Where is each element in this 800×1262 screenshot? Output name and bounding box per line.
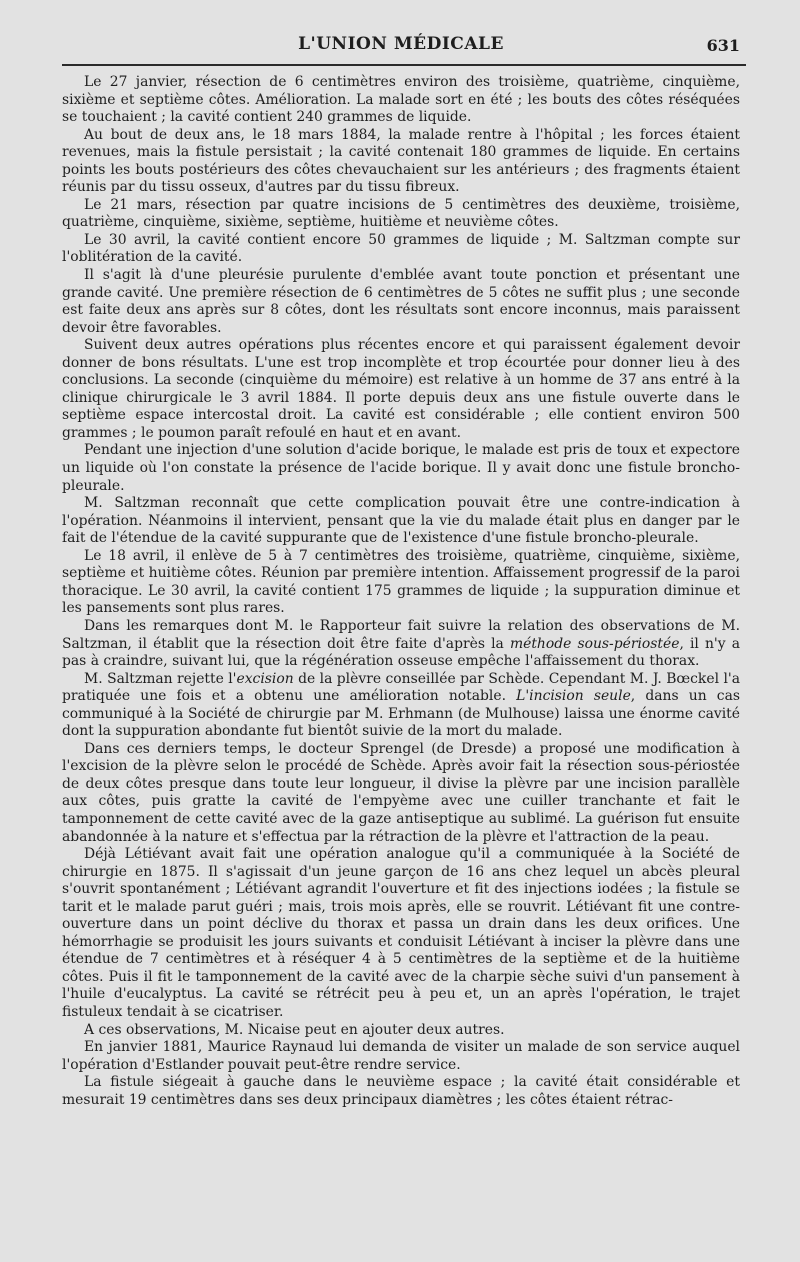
- article-body: [62, 74, 740, 1109]
- paragraph: Il s'agit là d'une pleurésie purulente d'emblée avant toute ponction et présentant une grande cavité. Une première résection de 6 centimètres de 5 côtes ne suffit plus ; une seconde est faite deux ans après sur 8 côtes, dont les résultats sont encore inconnus, mais paraissent devoir être favorables.: [62, 267, 740, 336]
- paragraph: Au bout de deux ans, le 18 mars 1884, la malade rentre à l'hôpital ; les forces étaient revenues, mais la fistule persistait ; la cavité contenait 180 grammes de liquide. En certains points les bouts postérieurs des côtes chevauchaient sur les antérieurs ; des fragments étaient réunis par du tissu osseux, d'autres par du tissu fibreux.: [62, 126, 740, 196]
- paragraph: Suivent deux autres opérations plus récentes encore et qui paraissent également devoir donner de bons résultats. L'une est trop incomplète et trop écourtée pour donner lieu à des conclusions. La seconde (cinquième du mémoire) est relative à un homme de 37 ans entré à la clinique chirurgicale le 3 avril 1884. Il porte depuis deux ans une fistule ouverte dans le septième espace intercostal droit. La cavité est considérable ; elle contient environ 500 grammes ; le poumon paraît refoulé en haut et en avant.: [62, 337, 740, 441]
- page-number: 631: [706, 36, 740, 55]
- paragraph: A ces observations, M. Nicaise peut en ajouter deux autres.: [84, 1021, 505, 1038]
- paragraph: M. Saltzman reconnaît que cette complication pouvait être une contre-indication à l'opération. Néanmoins il intervient, pensant que la vie du malade était plus en danger par le fait de l'étendue de la cavité suppurante que de l'existence d'une fistule broncho-pleurale.: [62, 495, 740, 547]
- paragraph: Le 30 avril, la cavité contient encore 50 grammes de liquide ; M. Saltzman compte sur l'oblitération de la cavité.: [62, 231, 740, 266]
- italic-phrase: méthode sous-périostée: [509, 635, 680, 652]
- text-run: M. Saltzman rejette l': [84, 670, 237, 687]
- paragraph: En janvier 1881, Maurice Raynaud lui demanda de visiter un malade de son service auquel l'opération d'Estlander pouvait peut-être rendre service.: [62, 1039, 740, 1073]
- text-run: de la plèvre conseillée par Schède. Cependant M. J. Bœckel l'a pratiquée une fois et a obtenu une amélioration notable.: [62, 670, 740, 705]
- paragraph: Pendant une injection d'une solution d'acide borique, le malade est pris de toux et expectore un liquide où l'on constate la présence de l'acide borique. Il y avait donc une fistule broncho-pleurale.: [62, 442, 740, 494]
- paragraph: [62, 618, 740, 671]
- paragraph: Dans ces derniers temps, le docteur Sprengel (de Dresde) a proposé une modification à l'excision de la plèvre selon le procédé de Schède. Après avoir fait la résection sous-périostée de deux côtes presque dans toute leur longueur, il divise la plèvre par une incision parallèle aux côtes, puis gratte la cavité de l'empyème avec une cuiller tranchante et fait le tamponnement de cette cavité avec de la gaze antiseptique au sublimé. La guérison fut ensuite abandonnée à la nature et s'effectua par la rétraction de la plèvre et l'attraction de la peau.: [62, 740, 740, 845]
- paragraph: Le 21 mars, résection par quatre incisions de 5 centimètres des deuxième, troisième, quatrième, cinquième, sixième, septième, huitième et neuvième côtes.: [62, 196, 740, 231]
- italic-phrase: L'incision seule: [516, 688, 631, 705]
- paragraph: Déjà Létiévant avait fait une opération analogue qu'il a communiquée à la Société de chirurgie en 1875. Il s'agissait d'un jeune garçon de 16 ans chez lequel un abcès pleural s'ouvrit spontanément ; Létiévant agrandit l'ouverture et fit des injections iodées ; la fistule se tarit et le malade parut guéri ; mais, trois mois après, elle se rouvrit. Létiévant fit une contre-ouverture dans un point déclive du thorax et passa un drain dans les deux orifices. Une hémorrhagie se produisit les jours suivants et conduisit Létiévant à inciser la plèvre dans une étendue de 7 centimètres et à réséquer 4 à 5 centimètres de la septième et de la huitième côtes. Puis il fit le tamponnement de la cavité avec de la charpie sèche suivi d'un pansement à l'huile d'eucalyptus. La cavité se rétrécit peu à peu et, un an après l'opération, le trajet fistuleux tendait à se cicatriser.: [62, 846, 740, 1020]
- italic-phrase: excision: [236, 670, 294, 687]
- paragraph: Le 27 janvier, résection de 6 centimètres environ des troisième, quatrième, cinquième, sixième et septième côtes. Amélioration. La malade sort en été ; les bouts des côtes réséquées se touchaient ; la cavité contient 240 grammes de liquide.: [62, 74, 740, 126]
- running-title: L'UNION MÉDICALE: [298, 34, 504, 54]
- text-run: , il n'y a pas à craindre, suivant lui, que la régénération osseuse empêche l'affaissement du thorax.: [62, 635, 740, 670]
- text-run: , dans un cas communiqué à la Société de chirurgie par M. Erhmann (de Mulhouse) laissa une énorme cavité dont la suppuration abondante fut bientôt suivie de la mort du malade.: [62, 688, 740, 740]
- header-rule: [62, 64, 746, 66]
- page-header: [62, 34, 740, 64]
- paragraph: Le 18 avril, il enlève de 5 à 7 centimètres des troisième, quatrième, cinquième, sixième, septième et huitième côtes. Réunion par première intention. Affaissement progressif de la paroi thoracique. Le 30 avril, la cavité contient 175 grammes de liquide ; la suppuration diminue et les pansements sont plus rares.: [62, 547, 740, 617]
- paragraph: La fistule siégeait à gauche dans le neuvième espace ; la cavité était considérable et mesurait 19 centimètres dans ses deux principaux diamètres ; les côtes étaient rétrac-: [62, 1074, 740, 1108]
- text-run: Dans les remarques dont M. le Rapporteur fait suivre la relation des observations de M. Saltzman, il établit que la résection doit être faite d'après la: [62, 617, 740, 652]
- paragraph: [62, 671, 740, 741]
